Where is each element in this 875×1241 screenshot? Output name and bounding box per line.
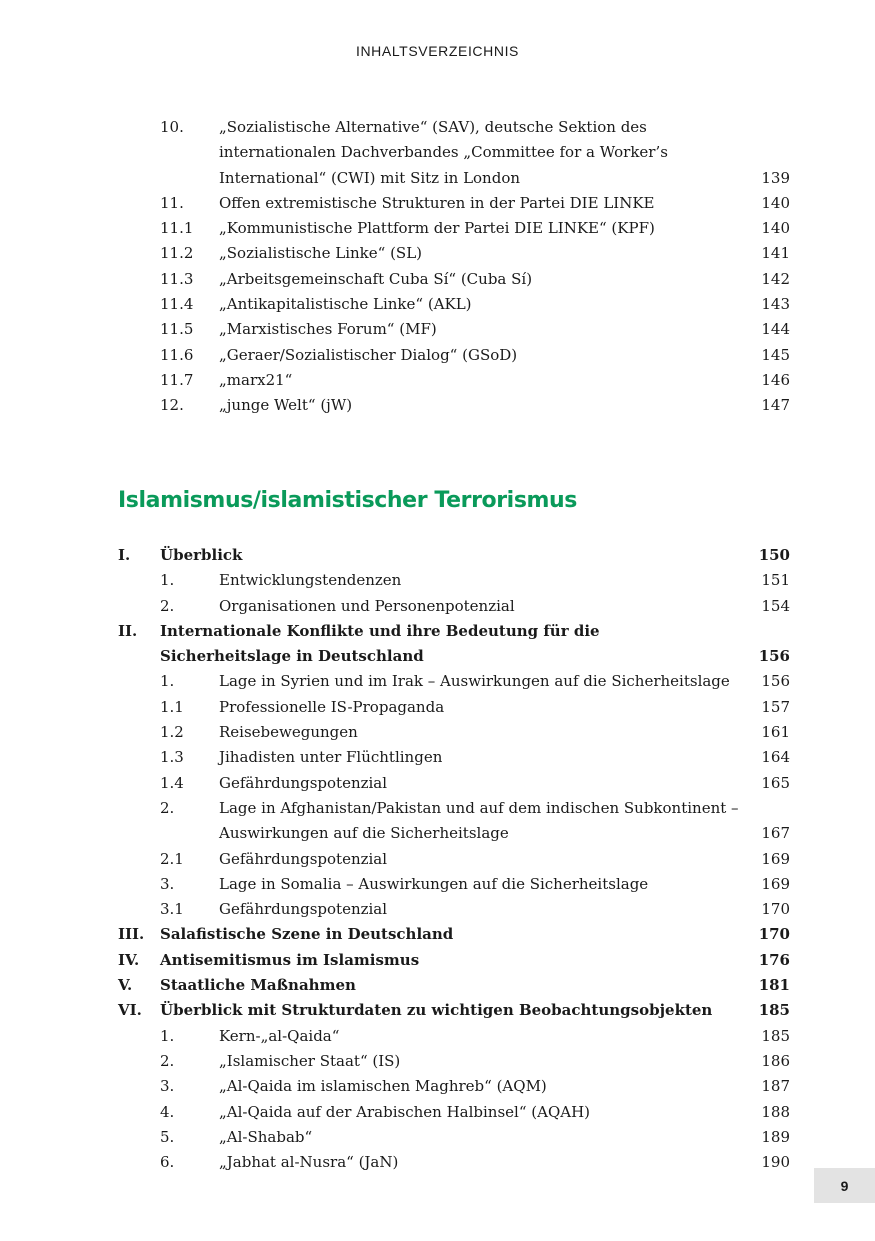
- page-number-badge: 9: [814, 1168, 875, 1203]
- toc-entry-number: 10.: [160, 118, 184, 136]
- toc-entry: [0, 241, 875, 266]
- toc-entry-title: Gefährdungspotenzial: [219, 849, 388, 868]
- toc-entry-number: 1.: [160, 1026, 175, 1045]
- toc-entry-title: „Marxistisches Forum“ (MF): [219, 320, 437, 339]
- toc-entry: [0, 1049, 875, 1074]
- toc-entry-title: „marx21“: [219, 370, 293, 389]
- toc-entry-page: 170: [761, 900, 790, 919]
- toc-entry-number: 1.4: [160, 773, 184, 792]
- toc-entry-title: Kern-„al-Qaida“: [219, 1026, 340, 1045]
- toc-entry: [0, 568, 875, 593]
- toc-entry: [0, 1150, 875, 1175]
- toc-entry: [0, 1125, 875, 1150]
- toc-entry: [0, 847, 875, 872]
- toc-entry: [0, 922, 875, 947]
- toc-entry: [0, 543, 875, 568]
- section-title: Islamismus/islamistischer Terrorismus: [118, 488, 577, 513]
- toc-entry-number: 11.5: [160, 320, 194, 339]
- toc-entry: [0, 267, 875, 292]
- toc-entry-number: 12.: [160, 396, 184, 415]
- toc-entry-title: Überblick: [160, 546, 243, 564]
- toc-entry-page: 169: [761, 849, 790, 868]
- toc-entry: [0, 343, 875, 368]
- toc-entry-page: 190: [761, 1153, 790, 1172]
- toc-entry-page: 176: [758, 950, 790, 969]
- toc-entry-page: 142: [761, 269, 790, 288]
- toc-entry: [0, 998, 875, 1023]
- toc-entry-number: 6.: [160, 1153, 175, 1172]
- toc-entry-page: 151: [761, 571, 790, 590]
- toc-entry-page: 156: [761, 672, 790, 691]
- toc-entry: [0, 771, 875, 796]
- toc-entry: [0, 720, 875, 745]
- toc-entry-page: 156: [758, 647, 790, 666]
- toc-entry-title: Lage in Somalia – Auswirkungen auf die Sicherheitslage: [219, 874, 649, 893]
- toc-entry-page: 185: [758, 1001, 790, 1020]
- toc-entry-number: 11.1: [160, 219, 194, 238]
- toc-entry-number: 2.: [160, 1051, 175, 1070]
- toc-entry-page: 140: [761, 193, 790, 212]
- toc-entry-page: 161: [761, 723, 790, 742]
- toc-entry-page: 164: [761, 748, 790, 767]
- toc-entry-title: Professionelle IS-Propaganda: [219, 697, 445, 716]
- toc-entry-page: 145: [761, 345, 790, 364]
- toc-entry-number: 2.: [160, 798, 175, 817]
- toc-entry-number: 5.: [160, 1127, 175, 1146]
- toc-entry: [0, 796, 875, 847]
- toc-entry-page: 147: [761, 396, 790, 415]
- toc-entry: [0, 619, 875, 670]
- toc-entry: [0, 745, 875, 770]
- toc-entry-title: Staatliche Maßnahmen: [160, 976, 356, 995]
- toc-entry: [0, 216, 875, 241]
- toc-entry-title: „junge Welt“ (jW): [219, 396, 353, 415]
- toc-entry: [0, 1024, 875, 1049]
- toc-entry-page: 186: [761, 1051, 790, 1070]
- toc-entry-number: 3.1: [160, 900, 184, 919]
- toc-entry-title: Antisemitismus im Islamismus: [160, 950, 420, 969]
- toc-entry-number: 1.2: [160, 723, 184, 742]
- toc-entry-page: 144: [761, 320, 790, 339]
- toc-entry: [0, 115, 875, 191]
- toc-entry-page: 150: [758, 546, 790, 564]
- toc-entry-title: Gefährdungspotenzial: [219, 900, 388, 919]
- toc-entry-number: 4.: [160, 1102, 175, 1121]
- toc-entry-page: 189: [761, 1127, 790, 1146]
- toc-entry-title: Überblick mit Strukturdaten zu wichtigen Beobachtungsobjekten: [160, 1001, 713, 1020]
- toc-entry-page: 181: [758, 976, 790, 995]
- toc-entry-title: Entwicklungstendenzen: [219, 571, 402, 590]
- toc-entry-number: 11.6: [160, 345, 194, 364]
- toc-entry-number: 1.3: [160, 748, 184, 767]
- toc-entry-title: Reisebewegungen: [219, 723, 358, 742]
- toc-entry: [0, 973, 875, 998]
- toc-entry-number: 2.: [160, 596, 175, 615]
- toc-entry-title: Lage in Afghanistan/Pakistan und auf dem indischen Subkontinent – Auswirkungen auf die Sicherheitslage: [219, 798, 739, 843]
- toc-entry-page: 165: [761, 773, 790, 792]
- toc-entry-page: 139: [761, 168, 790, 187]
- toc-entry-title: Salafistische Szene in Deutschland: [160, 925, 454, 944]
- toc-entry-page: 146: [761, 370, 790, 389]
- toc-entry-page: 187: [761, 1077, 790, 1096]
- toc-entry-title: „Kommunistische Plattform der Partei DIE LINKE“ (KPF): [219, 219, 655, 238]
- toc-entry-number: 1.: [160, 672, 175, 691]
- toc-entry-number: 11.3: [160, 269, 194, 288]
- toc-entry-number: 11.: [160, 193, 184, 212]
- toc-entry: [0, 594, 875, 619]
- toc-entry-number: 11.4: [160, 295, 194, 314]
- toc-entry-title: Offen extremistische Strukturen in der Partei DIE LINKE: [219, 193, 655, 212]
- toc-entry-title: Internationale Konflikte und ihre Bedeutung für die Sicherheitslage in Deutschland: [160, 621, 600, 666]
- toc-entry-page: 167: [761, 824, 790, 843]
- toc-entry: [0, 897, 875, 922]
- toc-entry: [0, 317, 875, 342]
- toc-entry-page: 188: [761, 1102, 790, 1121]
- toc-entry-title: „Al-Qaida auf der Arabischen Halbinsel“ (AQAH): [219, 1102, 591, 1121]
- toc-entry-title: „Al-Qaida im islamischen Maghreb“ (AQM): [219, 1077, 547, 1096]
- toc-entry-number: III.: [118, 925, 145, 944]
- toc-entry-title: „Sozialistische Linke“ (SL): [219, 244, 423, 263]
- toc-entry-title: „Geraer/Sozialistischer Dialog“ (GSoD): [219, 345, 518, 364]
- toc-entry-title: Organisationen und Personenpotenzial: [219, 596, 515, 615]
- toc-entry-page: 141: [761, 244, 790, 263]
- toc-section-list: [0, 543, 875, 1175]
- toc-entry-number: 1.: [160, 571, 175, 590]
- toc-entry-title: „Jabhat al-Nusra“ (JaN): [219, 1153, 399, 1172]
- running-head: INHALTSVERZEICHNIS: [355, 43, 519, 59]
- toc-entry-number: 1.1: [160, 697, 184, 716]
- toc-entry-number: V.: [118, 976, 133, 995]
- toc-entry-number: 2.1: [160, 849, 184, 868]
- toc-entry-title: „Islamischer Staat“ (IS): [219, 1051, 401, 1070]
- toc-entry-page: 143: [761, 295, 790, 314]
- toc-entry-page: 170: [758, 925, 790, 944]
- toc-entry-number: II.: [118, 621, 138, 640]
- toc-entry-page: 169: [761, 874, 790, 893]
- toc-entry: [0, 669, 875, 694]
- toc-entry-title: „Al-Shabab“: [219, 1127, 313, 1146]
- toc-entry: [0, 695, 875, 720]
- toc-entry: [0, 368, 875, 393]
- toc-entry-title: Gefährdungspotenzial: [219, 773, 388, 792]
- toc-entry-page: 185: [761, 1026, 790, 1045]
- toc-entry-number: 3.: [160, 1077, 175, 1096]
- toc-entry: [0, 872, 875, 897]
- toc-entry-title: „Sozialistische Alternative“ (SAV), deutsche Sektion des internationalen Dachverbandes „Committee for a Worker’s International“ (CWI) mit Sitz in London: [219, 118, 668, 187]
- toc-entry-title: „Arbeitsgemeinschaft Cuba Sí“ (Cuba Sí): [219, 269, 533, 288]
- toc-entry-number: I.: [118, 546, 131, 564]
- toc-entry: [0, 1074, 875, 1099]
- toc-entry-number: IV.: [118, 950, 140, 969]
- toc-entry-page: 140: [761, 219, 790, 238]
- toc-entry-number: 3.: [160, 874, 175, 893]
- toc-entry-page: 157: [761, 697, 790, 716]
- toc-continued-list: [0, 115, 875, 419]
- toc-entry-number: 11.7: [160, 370, 194, 389]
- toc-entry-title: Lage in Syrien und im Irak – Auswirkungen auf die Sicherheitslage: [219, 672, 730, 691]
- toc-entry-title: Jihadisten unter Flüchtlingen: [219, 748, 443, 767]
- toc-entry: [0, 948, 875, 973]
- toc-entry: [0, 292, 875, 317]
- toc-entry-number: VI.: [118, 1001, 142, 1020]
- toc-entry: [0, 1100, 875, 1125]
- toc-entry: [0, 393, 875, 418]
- toc-entry-title: „Antikapitalistische Linke“ (AKL): [219, 295, 472, 314]
- toc-entry-page: 154: [761, 596, 790, 615]
- toc-entry: [0, 191, 875, 216]
- toc-entry-number: 11.2: [160, 244, 194, 263]
